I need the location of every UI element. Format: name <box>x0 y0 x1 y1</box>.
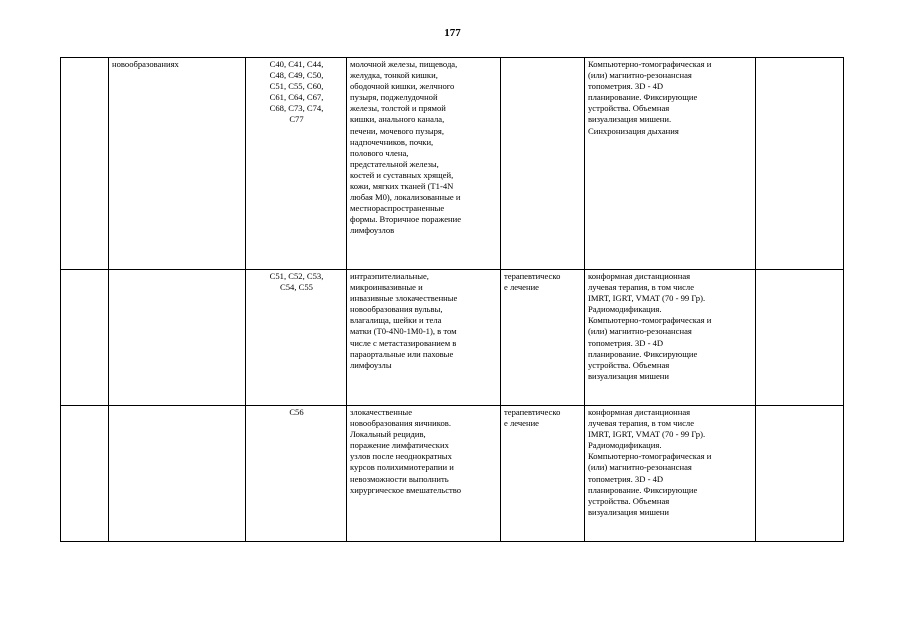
treatment-table <box>60 57 844 542</box>
disease-model-cell: молочной железы, пищевода, желудка, тонкой кишки, ободочной кишки, желчного пузыря, поджелудочной железы, толстой и прямой кишки, анального канала, печени, мочевого пузыря, надпочечников, почки, полового члена, предстательной железы, костей и суставных хрящей, кожи, мягких тканей (T1-4N любая M0), локализованные и местнораспространенные формы. Вторичное поражение лимфоузлов <box>347 58 501 270</box>
cost-cell <box>756 270 844 406</box>
cost-cell <box>756 406 844 542</box>
treatment-type-cell: терапевтическо е лечение <box>501 406 585 542</box>
treatment-method-cell: конформная дистанционная лучевая терапия, в том числе IMRT, IGRT, VMAT (70 - 99 Гр). Радиомодификация. Компьютерно-томографическая и (или) магнитно-резонансная топометрия. 3D - 4D планирование. Фиксирующие устройства. Объемная визуализация мишени <box>585 270 756 406</box>
treatment-method-cell: конформная дистанционная лучевая терапия, в том числе IMRT, IGRT, VMAT (70 - 99 Гр). Радиомодификация. Компьютерно-томографическая и (или) магнитно-резонансная топометрия. 3D - 4D планирование. Фиксирующие устройства. Объемная визуализация мишени <box>585 406 756 542</box>
table-row <box>61 58 844 270</box>
icd-codes-cell: C40, C41, C44, C48, C49, C50, C51, C55, C60, C61, C64, C67, C68, C73, C74, C77 <box>246 58 347 270</box>
icd-codes-cell: C56 <box>246 406 347 542</box>
disease-model-cell: злокачественные новообразования яичников. Локальный рецидив, поражение лимфатических узлов после неоднократных курсов полихимиотерапии и невозможности выполнить хирургическое вмешательство <box>347 406 501 542</box>
treatment-type-cell: терапевтическо е лечение <box>501 270 585 406</box>
treatment-type-cell <box>501 58 585 270</box>
treatment-method-cell: Компьютерно-томографическая и (или) магнитно-резонансная топометрия. 3D - 4D планирование. Фиксирующие устройства. Объемная визуализация мишени. Синхронизация дыхания <box>585 58 756 270</box>
icd-codes-cell: C51, C52, C53, C54, C55 <box>246 270 347 406</box>
diagnosis-group-cell: новообразованиях <box>109 58 246 270</box>
table-row <box>61 406 844 542</box>
row-number-cell <box>61 58 109 270</box>
table-row <box>61 270 844 406</box>
disease-model-cell: интраэпителиальные, микроинвазивные и инвазивные злокачественные новообразования вульвы, влагалища, шейки и тела матки (T0-4N0-1M0-1), в том числе с метастазированием в параортальные или паховые лимфоузлы <box>347 270 501 406</box>
row-number-cell <box>61 406 109 542</box>
diagnosis-group-cell <box>109 406 246 542</box>
row-number-cell <box>61 270 109 406</box>
cost-cell <box>756 58 844 270</box>
diagnosis-group-cell <box>109 270 246 406</box>
page-number: 177 <box>444 27 461 39</box>
